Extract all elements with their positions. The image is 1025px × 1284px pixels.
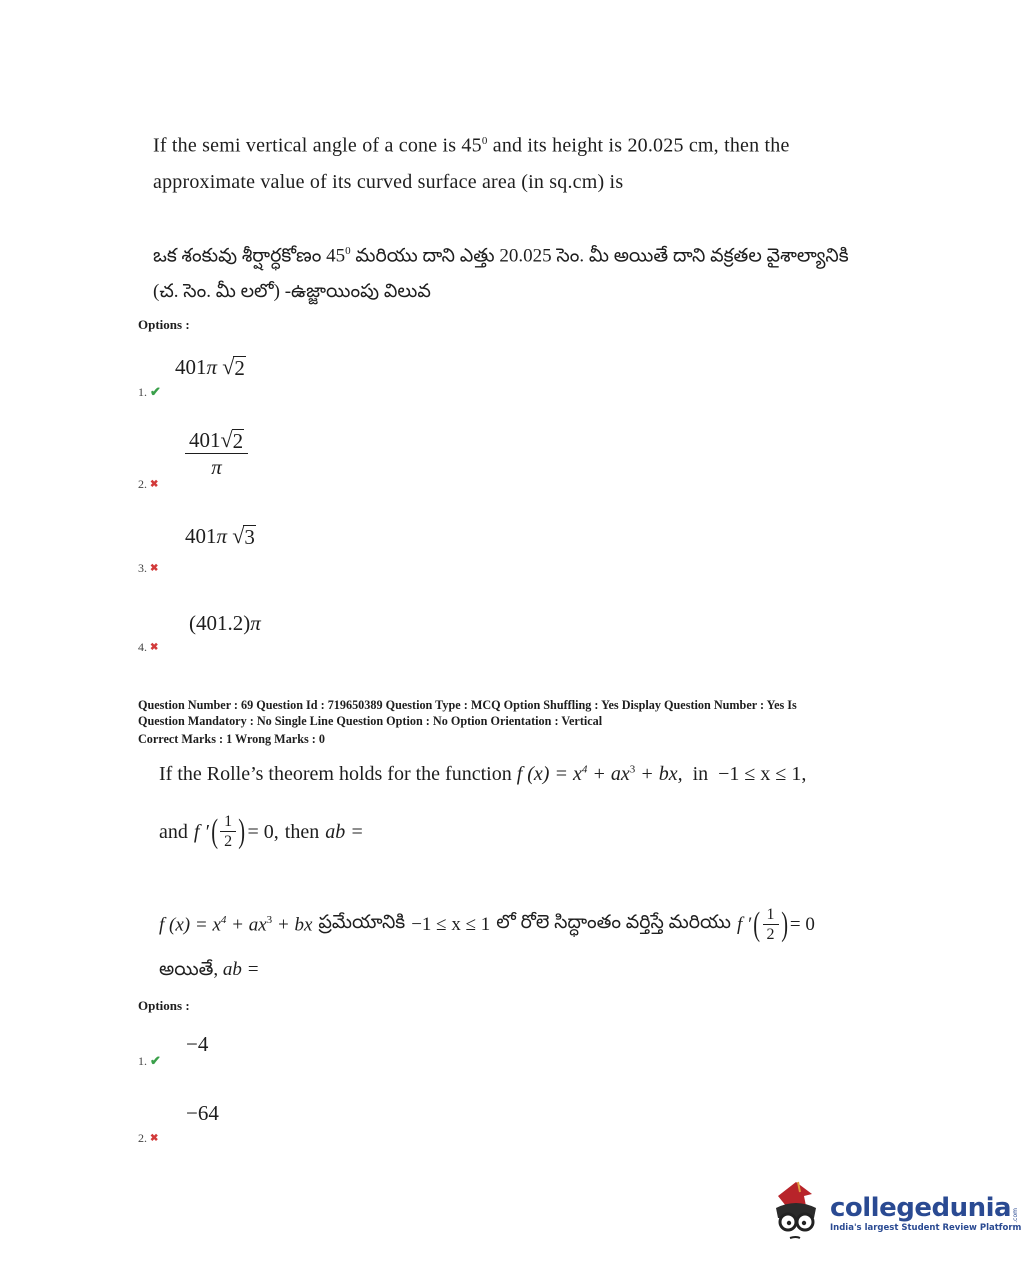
sqrt-symbol: √ 2 xyxy=(222,354,245,380)
option-a3-math: 401π √ 3 xyxy=(185,523,255,549)
logo-tagline: India's largest Student Review Platform xyxy=(830,1223,1022,1233)
question-a-telugu xyxy=(153,233,883,310)
fraction: ( $\frac{1}{2}$ ) xyxy=(753,906,788,944)
logo-name: collegedunia xyxy=(830,1193,1012,1223)
cross-icon: ✖ xyxy=(150,642,159,653)
option-a1[interactable]: 1. ✔ xyxy=(138,384,161,399)
collegedunia-logo[interactable] xyxy=(768,1178,1021,1248)
logo-suffix: .com xyxy=(1012,1208,1020,1223)
cross-icon: ✖ xyxy=(150,563,159,574)
option-a3[interactable]: 3. ✖ xyxy=(138,561,159,575)
check-icon: ✔ xyxy=(150,384,161,399)
logo-text-block xyxy=(830,1193,1021,1233)
fraction: 401 √ 2 π xyxy=(185,428,248,481)
check-icon: ✔ xyxy=(150,1053,161,1068)
question-a-telugu-line2: (చ. సెం. మీ లలో) -ఉజ్జాయింపు విలువ xyxy=(153,281,431,303)
question-meta xyxy=(138,697,878,747)
mascot-icon xyxy=(768,1178,824,1248)
question-b-line1: If the Rolle’s theorem holds for the function f $(x) = x^4 + ax^3$ + bx, in −1 ≤ x ≤ 1, xyxy=(159,763,807,785)
question-a-text xyxy=(153,123,873,200)
options-label-a: Options : xyxy=(138,317,190,332)
question-a-line1: If the semi vertical angle of a cone is $45^0$ and its height is 20.025 cm, then the xyxy=(153,134,790,157)
option-a2[interactable]: 2. ✖ xyxy=(138,477,159,491)
question-b-telugu-line2: అయితే, ab = xyxy=(159,959,260,980)
question-a-line2: approximate value of its curved surface area (in sq.cm) is xyxy=(153,170,624,193)
meta-line2: Question Mandatory : No Single Line Question Option : No Option Orientation : Vertical xyxy=(138,714,603,728)
option-b2[interactable]: 2. ✖ xyxy=(138,1131,159,1145)
cross-icon: ✖ xyxy=(150,1133,159,1144)
question-a-telugu-line1: ఒక శంకువు శీర్షార్ధకోణం $45^0$ మరియు దాని ఎత్తు 20.025 సెం. మీ అయితే దాని వక్రతల వైశాల్యానికి xyxy=(153,245,849,267)
cross-icon: ✖ xyxy=(150,479,159,490)
question-b-line2: and f ′ ( $\frac{1}{2}$ ) = 0, then ab = xyxy=(159,812,364,853)
option-a4-math: (401.2)π xyxy=(189,611,261,635)
option-b2-math: −64 xyxy=(186,1101,219,1125)
option-a4[interactable]: 4. ✖ xyxy=(138,640,159,654)
options-label-b: Options : xyxy=(138,998,190,1013)
option-b1-math: −4 xyxy=(186,1032,209,1056)
option-a2-math xyxy=(185,428,248,481)
fraction: ( $\frac{1}{2}$ ) xyxy=(211,813,246,851)
question-b-telugu-line1: f $(x) = x^4 + ax^3$ + bx ప్రమేయానికి −1 ≤ x ≤ 1 లో రోలె సిద్ధాంతం వర్తిస్తే మరియు f ′ ( $\frac{1}{2}$ ) = 0 xyxy=(159,905,879,946)
option-a1-math: 401π √ 2 xyxy=(175,354,245,380)
meta-line3: Correct Marks : 1 Wrong Marks : 0 xyxy=(138,732,325,746)
option-b1[interactable]: 1. ✔ xyxy=(138,1053,161,1068)
meta-line1: Question Number : 69 Question Id : 719650389 Question Type : MCQ Option Shuffling : Yes Display Question Number : Yes Is xyxy=(138,698,797,712)
